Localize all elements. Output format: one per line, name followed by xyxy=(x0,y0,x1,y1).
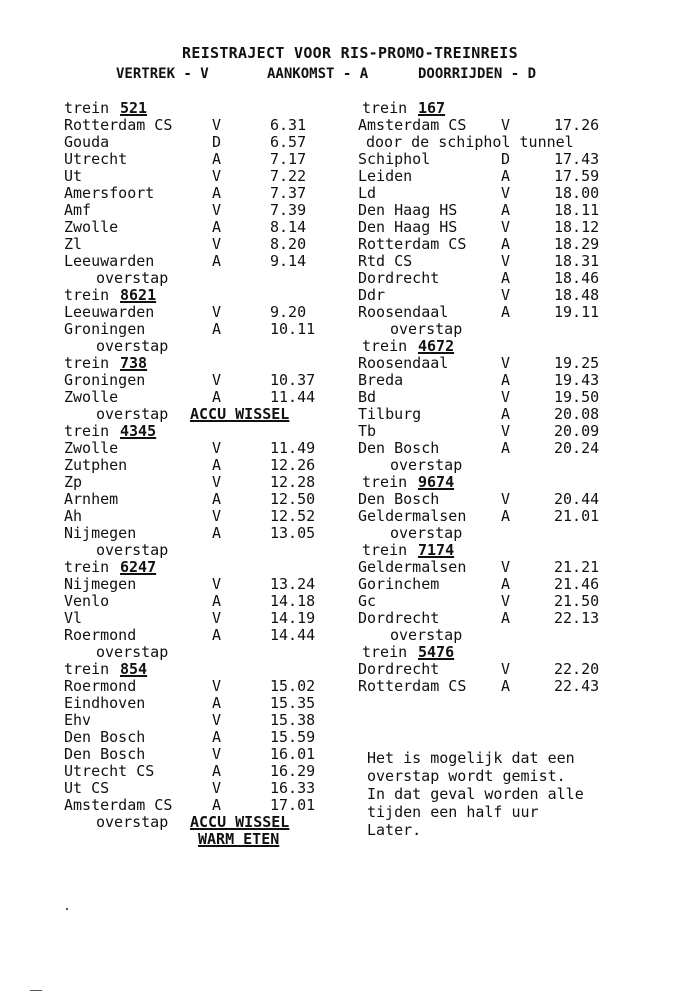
stop-row xyxy=(64,593,334,610)
stop-time: 15.35 xyxy=(270,694,316,712)
footnote-line: In dat geval worden alle xyxy=(367,785,584,803)
station-name: Amsterdam CS xyxy=(358,116,467,134)
transfer-row xyxy=(358,457,658,474)
legend-doorrijden: DOORRIJDEN - D xyxy=(418,66,537,82)
event-code: V xyxy=(212,575,222,593)
transfer-row xyxy=(358,321,658,338)
station-name: Vl xyxy=(64,609,83,627)
train-label: trein xyxy=(64,286,110,304)
event-code: V xyxy=(501,184,511,202)
stop-time: 18.48 xyxy=(554,286,600,304)
event-code: V xyxy=(212,201,222,219)
event-code: V xyxy=(212,609,222,627)
transfer-row xyxy=(358,627,658,644)
stop-time: 15.59 xyxy=(270,728,316,746)
stop-row xyxy=(358,372,658,389)
station-name: Rtd CS xyxy=(358,252,413,270)
stop-row xyxy=(358,236,658,253)
event-code: D xyxy=(501,150,511,168)
train-number: 4672 xyxy=(418,337,455,355)
station-name: Leeuwarden xyxy=(64,303,155,321)
stop-row xyxy=(358,168,658,185)
event-code: V xyxy=(212,235,222,253)
train-header xyxy=(64,423,334,440)
stop-time: 15.38 xyxy=(270,711,316,729)
stop-time: 13.05 xyxy=(270,524,316,542)
stop-time: 7.17 xyxy=(270,150,307,168)
stop-row xyxy=(358,287,658,304)
station-name: Ld xyxy=(358,184,377,202)
extra-note: WARM ETEN xyxy=(198,830,280,848)
event-code: A xyxy=(212,694,222,712)
extra-note-row xyxy=(64,831,334,848)
stop-row xyxy=(358,576,658,593)
train-label: trein xyxy=(64,422,110,440)
stop-row xyxy=(358,508,658,525)
transfer-note: ACCU WISSEL xyxy=(190,813,290,831)
event-code: A xyxy=(212,150,222,168)
train-number: 7174 xyxy=(418,541,455,559)
stop-row xyxy=(358,253,658,270)
station-name: Roosendaal xyxy=(358,303,449,321)
stop-row xyxy=(64,508,334,525)
stop-time: 13.24 xyxy=(270,575,316,593)
station-name: Zwolle xyxy=(64,218,119,236)
stop-time: 20.44 xyxy=(554,490,600,508)
event-code: V xyxy=(501,286,511,304)
event-code: V xyxy=(212,745,222,763)
event-code: A xyxy=(212,456,222,474)
stop-time: 11.44 xyxy=(270,388,316,406)
stop-row xyxy=(358,559,658,576)
station-name: Gorinchem xyxy=(358,575,440,593)
scan-speck xyxy=(30,990,42,991)
stop-time: 6.31 xyxy=(270,116,307,134)
stop-row xyxy=(358,491,658,508)
stop-row xyxy=(64,474,334,491)
scan-speck xyxy=(66,908,68,910)
event-code: A xyxy=(212,388,222,406)
station-name: Nijmegen xyxy=(64,524,137,542)
stop-time: 15.02 xyxy=(270,677,316,695)
station-name: Rotterdam CS xyxy=(358,235,467,253)
stop-row xyxy=(64,236,334,253)
station-name: Leiden xyxy=(358,167,413,185)
stop-row xyxy=(358,423,658,440)
train-label: trein xyxy=(64,354,110,372)
station-name: Roermond xyxy=(64,626,137,644)
train-header xyxy=(358,100,658,117)
station-name: Den Bosch xyxy=(358,490,440,508)
event-code: V xyxy=(501,218,511,236)
stop-row xyxy=(358,219,658,236)
transfer-note: ACCU WISSEL xyxy=(190,405,290,423)
stop-time: 6.57 xyxy=(270,133,307,151)
stop-row xyxy=(64,321,334,338)
remark-text: door de schiphol tunnel xyxy=(366,133,574,151)
stop-time: 20.24 xyxy=(554,439,600,457)
stop-time: 18.11 xyxy=(554,201,600,219)
legend-vertrek: VERTREK - V xyxy=(116,66,209,82)
station-name: Groningen xyxy=(64,320,146,338)
stop-row xyxy=(64,185,334,202)
stop-row xyxy=(358,117,658,134)
event-code: V xyxy=(501,592,511,610)
event-code: A xyxy=(501,201,511,219)
event-code: V xyxy=(212,507,222,525)
train-number: 5476 xyxy=(418,643,455,661)
event-code: V xyxy=(501,660,511,678)
train-label: trein xyxy=(362,643,408,661)
stop-row xyxy=(358,270,658,287)
station-name: Dordrecht xyxy=(358,609,440,627)
stop-row xyxy=(64,491,334,508)
event-code: A xyxy=(501,507,511,525)
stop-row xyxy=(64,763,334,780)
stop-row xyxy=(64,440,334,457)
stop-time: 17.59 xyxy=(554,167,600,185)
station-name: Roosendaal xyxy=(358,354,449,372)
train-header xyxy=(64,100,334,117)
event-code: A xyxy=(501,439,511,457)
station-name: Roermond xyxy=(64,677,137,695)
stop-row xyxy=(64,168,334,185)
stop-row xyxy=(64,457,334,474)
stop-time: 7.22 xyxy=(270,167,307,185)
station-name: Arnhem xyxy=(64,490,119,508)
station-name: Gouda xyxy=(64,133,110,151)
stop-row xyxy=(358,678,658,695)
footnote xyxy=(367,749,584,839)
train-header xyxy=(358,474,658,491)
station-name: Den Haag HS xyxy=(358,218,458,236)
stop-row xyxy=(358,389,658,406)
stop-row xyxy=(64,746,334,763)
train-number: 9674 xyxy=(418,473,455,491)
stop-time: 18.29 xyxy=(554,235,600,253)
stop-time: 14.19 xyxy=(270,609,316,627)
stop-time: 19.50 xyxy=(554,388,600,406)
stop-time: 12.52 xyxy=(270,507,316,525)
stop-row xyxy=(358,355,658,372)
stop-row xyxy=(64,610,334,627)
train-header xyxy=(64,355,334,372)
train-header xyxy=(64,559,334,576)
stop-row xyxy=(358,304,658,321)
route-remark xyxy=(358,134,658,151)
station-name: Breda xyxy=(358,371,404,389)
stop-row xyxy=(64,729,334,746)
event-code: D xyxy=(212,133,222,151)
transfer-row xyxy=(64,542,334,559)
stop-time: 14.44 xyxy=(270,626,316,644)
train-number: 6247 xyxy=(120,558,157,576)
stop-row xyxy=(64,202,334,219)
station-name: Zp xyxy=(64,473,83,491)
stop-time: 21.01 xyxy=(554,507,600,525)
stop-row xyxy=(358,185,658,202)
stop-row xyxy=(64,678,334,695)
transfer-label: overstap xyxy=(96,405,169,423)
stop-time: 12.28 xyxy=(270,473,316,491)
stop-time: 10.37 xyxy=(270,371,316,389)
station-name: Eindhoven xyxy=(64,694,146,712)
stop-row xyxy=(64,253,334,270)
event-code: V xyxy=(501,388,511,406)
transfer-label: overstap xyxy=(390,320,463,338)
train-number: 8621 xyxy=(120,286,157,304)
event-code: A xyxy=(212,218,222,236)
transfer-label: overstap xyxy=(390,524,463,542)
event-code: V xyxy=(501,116,511,134)
station-name: Geldermalsen xyxy=(358,558,467,576)
transfer-row xyxy=(64,814,334,831)
stop-time: 20.08 xyxy=(554,405,600,423)
stop-time: 18.00 xyxy=(554,184,600,202)
left-schedule-column xyxy=(64,100,334,848)
stop-time: 18.31 xyxy=(554,252,600,270)
stop-time: 14.18 xyxy=(270,592,316,610)
station-name: Rotterdam CS xyxy=(64,116,173,134)
event-code: V xyxy=(212,473,222,491)
train-label: trein xyxy=(362,541,408,559)
stop-time: 7.39 xyxy=(270,201,307,219)
event-code: A xyxy=(501,405,511,423)
station-name: Dordrecht xyxy=(358,269,440,287)
station-name: Zwolle xyxy=(64,388,119,406)
event-code: V xyxy=(501,490,511,508)
stop-row xyxy=(64,576,334,593)
train-label: trein xyxy=(64,99,110,117)
event-code: V xyxy=(212,439,222,457)
station-name: Ah xyxy=(64,507,83,525)
train-header xyxy=(358,644,658,661)
train-number: 521 xyxy=(120,99,148,117)
stop-row xyxy=(358,406,658,423)
station-name: Den Haag HS xyxy=(358,201,458,219)
event-code: V xyxy=(212,167,222,185)
legend-aankomst: AANKOMST - A xyxy=(267,66,369,82)
stop-time: 19.43 xyxy=(554,371,600,389)
event-code: V xyxy=(501,558,511,576)
stop-row xyxy=(64,780,334,797)
stop-time: 17.26 xyxy=(554,116,600,134)
stop-time: 20.09 xyxy=(554,422,600,440)
event-code: V xyxy=(501,354,511,372)
stop-row xyxy=(358,610,658,627)
transfer-row xyxy=(64,338,334,355)
event-code: A xyxy=(212,796,222,814)
train-header xyxy=(358,338,658,355)
stop-time: 21.50 xyxy=(554,592,600,610)
station-name: Tilburg xyxy=(358,405,422,423)
event-code: V xyxy=(212,303,222,321)
station-name: Den Bosch xyxy=(358,439,440,457)
stop-row xyxy=(64,134,334,151)
station-name: Bd xyxy=(358,388,377,406)
stop-row xyxy=(64,304,334,321)
event-code: A xyxy=(501,575,511,593)
stop-time: 18.12 xyxy=(554,218,600,236)
station-name: Nijmegen xyxy=(64,575,137,593)
footnote-line: tijden een half uur xyxy=(367,803,539,821)
stop-row xyxy=(358,202,658,219)
event-code: A xyxy=(501,167,511,185)
transfer-row xyxy=(358,525,658,542)
station-name: Schiphol xyxy=(358,150,431,168)
event-code: A xyxy=(212,252,222,270)
train-number: 854 xyxy=(120,660,148,678)
station-name: Groningen xyxy=(64,371,146,389)
footnote-line: overstap wordt gemist. xyxy=(367,767,566,785)
stop-time: 9.20 xyxy=(270,303,307,321)
event-code: A xyxy=(212,762,222,780)
stop-time: 22.13 xyxy=(554,609,600,627)
stop-time: 17.01 xyxy=(270,796,316,814)
event-code: A xyxy=(212,490,222,508)
event-code: A xyxy=(212,320,222,338)
event-code: V xyxy=(212,711,222,729)
stop-row xyxy=(64,151,334,168)
event-code: A xyxy=(212,592,222,610)
stop-time: 8.14 xyxy=(270,218,307,236)
stop-row xyxy=(64,525,334,542)
event-code: A xyxy=(501,269,511,287)
stop-time: 21.46 xyxy=(554,575,600,593)
event-code: A xyxy=(501,235,511,253)
station-name: Leeuwarden xyxy=(64,252,155,270)
station-name: Amsterdam CS xyxy=(64,796,173,814)
stop-row xyxy=(358,440,658,457)
stop-time: 7.37 xyxy=(270,184,307,202)
train-number: 738 xyxy=(120,354,148,372)
transfer-label: overstap xyxy=(96,337,169,355)
stop-time: 16.33 xyxy=(270,779,316,797)
train-label: trein xyxy=(362,337,408,355)
event-code: V xyxy=(212,371,222,389)
stop-row xyxy=(64,695,334,712)
train-label: trein xyxy=(64,558,110,576)
stop-time: 22.43 xyxy=(554,677,600,695)
station-name: Dordrecht xyxy=(358,660,440,678)
train-header xyxy=(358,542,658,559)
event-code: V xyxy=(501,252,511,270)
stop-row xyxy=(64,372,334,389)
transfer-row xyxy=(64,270,334,287)
stop-time: 16.01 xyxy=(270,745,316,763)
station-name: Den Bosch xyxy=(64,728,146,746)
transfer-row xyxy=(64,644,334,661)
train-label: trein xyxy=(362,473,408,491)
station-name: Ehv xyxy=(64,711,92,729)
station-name: Geldermalsen xyxy=(358,507,467,525)
station-name: Tb xyxy=(358,422,377,440)
station-name: Rotterdam CS xyxy=(358,677,467,695)
station-name: Ut CS xyxy=(64,779,110,797)
stop-row xyxy=(64,219,334,236)
event-code: A xyxy=(212,524,222,542)
footnote-line: Later. xyxy=(367,821,422,839)
event-code: A xyxy=(501,303,511,321)
station-name: Ddr xyxy=(358,286,386,304)
event-code: V xyxy=(212,677,222,695)
stop-time: 12.50 xyxy=(270,490,316,508)
stop-time: 10.11 xyxy=(270,320,316,338)
train-label: trein xyxy=(362,99,408,117)
event-code: A xyxy=(212,184,222,202)
transfer-label: overstap xyxy=(96,269,169,287)
station-name: Amf xyxy=(64,201,92,219)
stop-row xyxy=(64,117,334,134)
station-name: Venlo xyxy=(64,592,110,610)
page-title: REISTRAJECT VOOR RIS-PROMO-TREINREIS xyxy=(182,44,518,62)
event-code: A xyxy=(212,728,222,746)
train-header xyxy=(64,287,334,304)
event-code: A xyxy=(212,626,222,644)
stop-row xyxy=(358,151,658,168)
station-name: Zwolle xyxy=(64,439,119,457)
transfer-label: overstap xyxy=(96,541,169,559)
train-number: 167 xyxy=(418,99,446,117)
stop-row xyxy=(64,627,334,644)
footnote-line: Het is mogelijk dat een xyxy=(367,749,575,767)
station-name: Ut xyxy=(64,167,83,185)
event-code: V xyxy=(212,116,222,134)
stop-row xyxy=(64,712,334,729)
transfer-label: overstap xyxy=(390,456,463,474)
transfer-label: overstap xyxy=(96,643,169,661)
transfer-label: overstap xyxy=(390,626,463,644)
train-label: trein xyxy=(64,660,110,678)
train-number: 4345 xyxy=(120,422,157,440)
station-name: Gc xyxy=(358,592,377,610)
transfer-label: overstap xyxy=(96,813,169,831)
stop-time: 8.20 xyxy=(270,235,307,253)
station-name: Utrecht CS xyxy=(64,762,155,780)
station-name: Zl xyxy=(64,235,83,253)
stop-time: 16.29 xyxy=(270,762,316,780)
station-name: Amersfoort xyxy=(64,184,155,202)
station-name: Zutphen xyxy=(64,456,128,474)
stop-time: 18.46 xyxy=(554,269,600,287)
stop-time: 19.25 xyxy=(554,354,600,372)
stop-time: 11.49 xyxy=(270,439,316,457)
train-header xyxy=(64,661,334,678)
right-schedule-column xyxy=(358,100,658,695)
station-name: Den Bosch xyxy=(64,745,146,763)
stop-time: 12.26 xyxy=(270,456,316,474)
stop-time: 21.21 xyxy=(554,558,600,576)
event-code: V xyxy=(212,779,222,797)
stop-time: 22.20 xyxy=(554,660,600,678)
stop-row xyxy=(358,593,658,610)
transfer-row xyxy=(64,406,334,423)
stop-row xyxy=(64,797,334,814)
stop-row xyxy=(64,389,334,406)
stop-time: 19.11 xyxy=(554,303,600,321)
stop-row xyxy=(358,661,658,678)
event-code: A xyxy=(501,609,511,627)
event-code: V xyxy=(501,422,511,440)
event-code: A xyxy=(501,677,511,695)
station-name: Utrecht xyxy=(64,150,128,168)
stop-time: 17.43 xyxy=(554,150,600,168)
stop-time: 9.14 xyxy=(270,252,307,270)
event-code: A xyxy=(501,371,511,389)
